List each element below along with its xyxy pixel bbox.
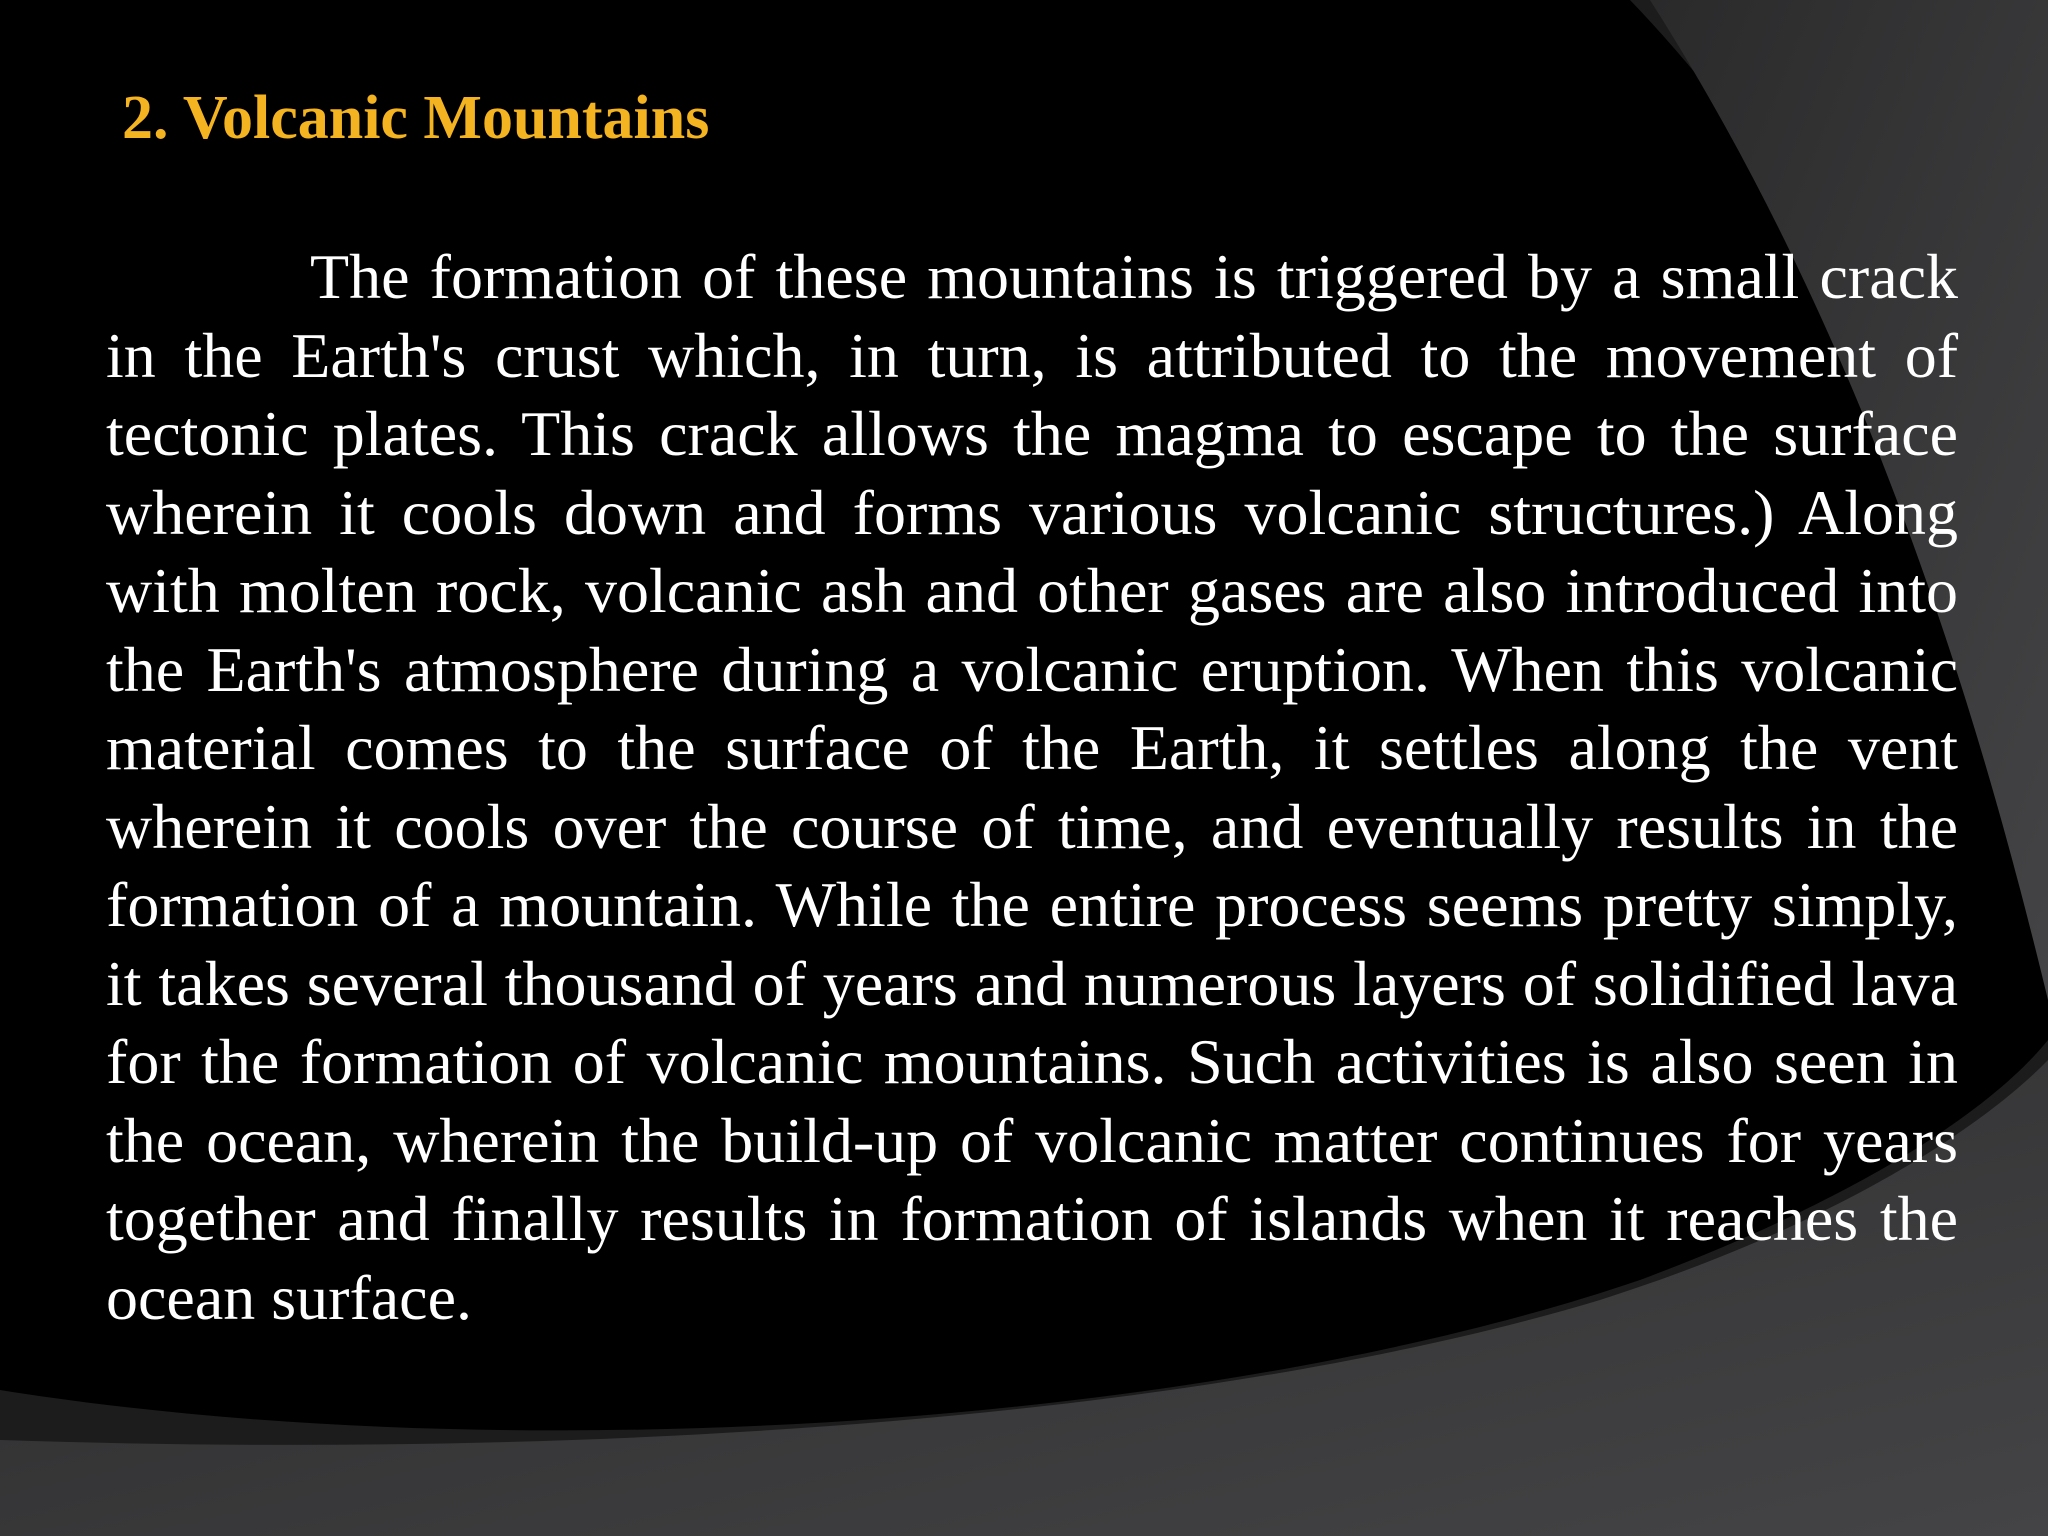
slide-title: 2. Volcanic Mountains bbox=[122, 84, 710, 152]
slide-body-text: The formation of these mountains is triggered by a small crack in the Earth's crust which, in turn, is attributed to the movement of tectonic plates. This crack allows the magma to escape to the surface wherein it cools down and forms various volcanic structures.) Along with molten rock, volcanic ash and other gases are also introduced into the Earth's atmosphere during a volcanic eruption. When this volcanic material comes to the surface of the Earth, it settles along the vent wherein it cools over the course of time, and eventually results in the formation of a mountain. While the entire process seems pretty simply, it takes several thousand of years and numerous layers of solidified lava for the formation of volcanic mountains. Such activities is also seen in the ocean, wherein the build-up of volcanic matter continues for years together and finally results in formation of islands when it reaches the ocean surface. bbox=[106, 241, 1958, 1333]
